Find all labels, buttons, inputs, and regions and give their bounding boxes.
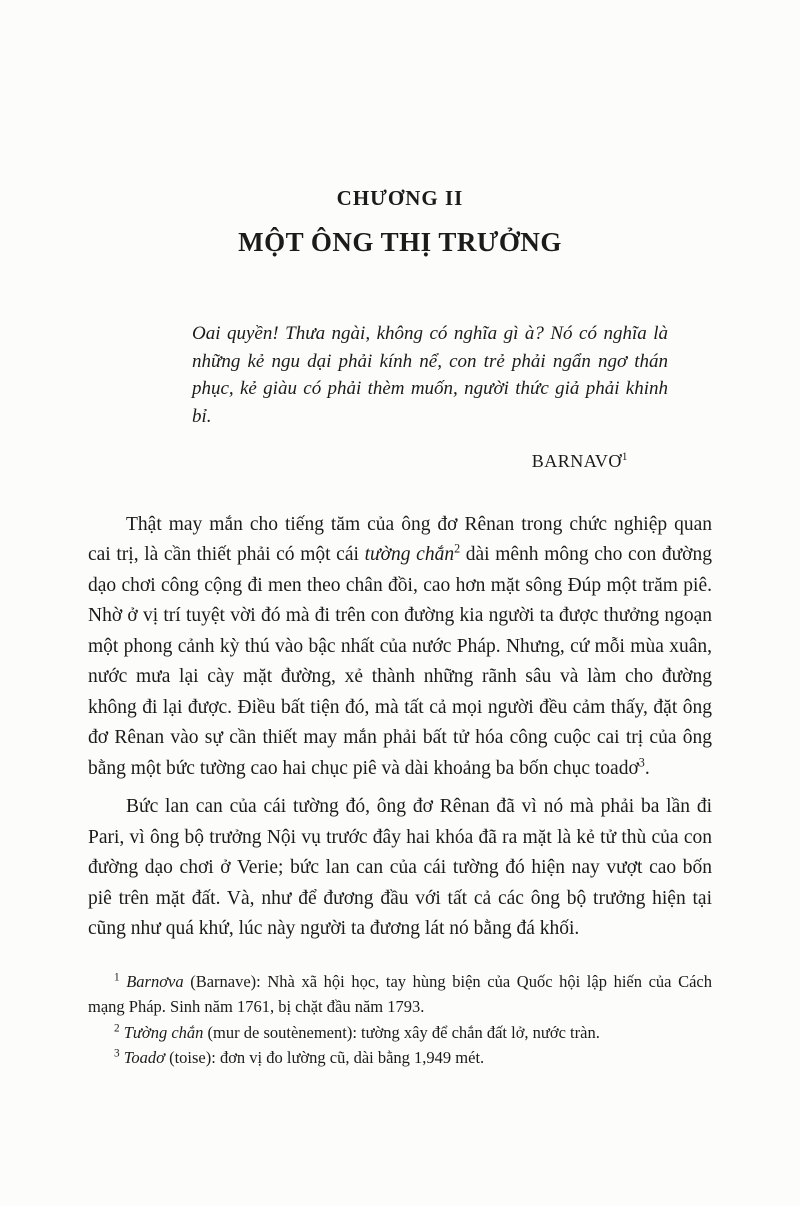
footnote-term: Barnơva: [119, 971, 184, 991]
footnote-marker-3: 3: [114, 1047, 120, 1060]
footnote-marker-1: 1: [114, 971, 120, 983]
epigraph: [192, 320, 668, 476]
footnote-ref-3: 3: [638, 755, 645, 769]
epigraph-attribution: [192, 448, 628, 476]
paragraph-1: [88, 510, 712, 785]
footnote-1: [88, 969, 712, 1020]
footnote-2: [88, 1020, 712, 1046]
footnote-text: (Barnave): Nhà xã hội học, tay hùng biện của Quốc hội lập hiến của Cách mạng Pháp. Sinh năm 1761, bị chặt đầu năm 1793.: [88, 971, 712, 1016]
footnote-marker-2: 2: [114, 1022, 120, 1034]
text-run: dài mênh mông cho con đường dạo chơi công cộng đi men theo chân đồi, cao hơn mặt sông Đúp một trăm piê. Nhờ ở vị trí tuyệt vời đó mà đi trên con đường kia người ta được thưởng ngoạn một phong cảnh kỳ thú vào bậc nhất của nước Pháp. Nhưng, cứ mỗi mùa xuân, nước mưa lại cày mặt đường, xẻ thành những rãnh sâu và làm cho đường không đi lại được. Điều bất tiện đó, mà tất cả mọi người đều cảm thấy, đặt ông đơ Rênan vào sự cần thiết may mắn phải bất tử hóa công cuộc cai trị của ông bằng một bức tường cao hai chục piê và dài khoảng ba bốn chục toadơ: [88, 544, 712, 779]
text-run-italic: tường chắn: [364, 544, 455, 565]
footnote-ref-1: 1: [621, 451, 628, 463]
footnote-text: (toise): đơn vị đo lường cũ, dài bằng 1,949 mét.: [164, 1048, 485, 1067]
text-run: .: [644, 757, 650, 779]
chapter-title: MỘT ÔNG THỊ TRƯỞNG: [238, 227, 562, 257]
epigraph-text: Oai quyền! Thưa ngài, không có nghĩa gì à? Nó có nghĩa là những kẻ ngu dại phải kính nể, con trẻ phải ngẩn ngơ thán phục, kẻ giàu có phải thèm muốn, người thức giả phải khinh bỉ.: [192, 323, 668, 427]
footnote-3: [88, 1045, 712, 1071]
paragraph-2: [88, 792, 712, 945]
chapter-label: CHƯƠNG II: [336, 186, 464, 210]
footnote-ref-2: 2: [454, 541, 461, 556]
text-run: Bức lan can của cái tường đó, ông đơ Rênan đã vì nó mà phải ba lần đi Pari, vì ông bộ trưởng Nội vụ trước đây hai khóa đã ra mặt là kẻ tử thù của con đường dạo chơi ở Verie; bức lan can của cái tường đó hiện nay vượt cao bốn piê trên mặt đất. Và, như để đương đầu với tất cả các ông bộ trưởng hiện tại cũng như quá khứ, lúc này người ta đương lát nó bằng đá khối.: [88, 796, 712, 939]
footnotes-section: [88, 969, 712, 1071]
epigraph-attribution-name: BARNAVƠ: [531, 451, 622, 471]
footnote-text: (mur de soutènement): tường xây để chắn đất lở, nước tràn.: [203, 1022, 600, 1042]
text-run: Thật may mắn cho tiếng tăm của ông đơ Rênan trong chức nghiệp quan cai trị, là cần thiết phải có một cái: [88, 513, 712, 565]
footnote-term: Tường chắn: [119, 1022, 204, 1042]
footnote-term: Toadơ: [119, 1048, 165, 1067]
